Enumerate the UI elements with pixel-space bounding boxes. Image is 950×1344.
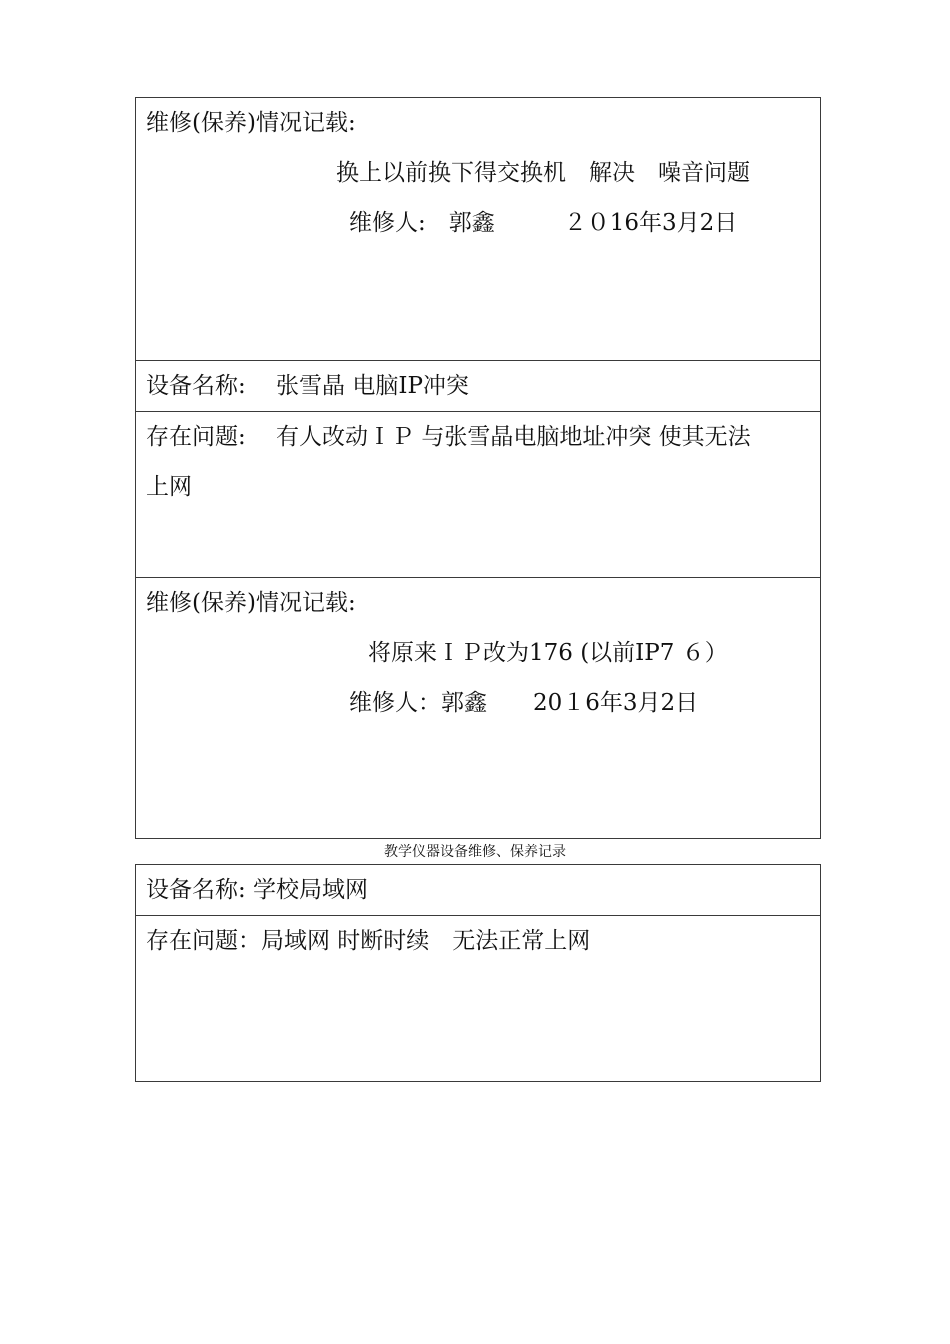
repair-record-section-2 bbox=[136, 577, 820, 838]
device-name-text: 设备名称: 学校局域网 bbox=[146, 877, 369, 903]
problem-text: 存在问题：局域网 时断时续 无法正常上网 bbox=[146, 928, 591, 954]
record-table-1 bbox=[135, 97, 821, 839]
problem-text-line-2: 上网 bbox=[146, 474, 192, 500]
repairer-signature-date: 维修人: 郭鑫 ２０16年3月2日 bbox=[349, 210, 738, 236]
repairer-signature-date: 维修人：郭鑫 20１6年3月2日 bbox=[349, 690, 699, 716]
repair-record-heading: 维修(保养)情况记载: bbox=[146, 110, 356, 136]
problem-text-line-1: 存在问题: 有人改动ＩＰ 与张雪晶电脑地址冲突 使其无法 bbox=[146, 424, 751, 450]
repair-record-content: 将原来ＩＰ改为176 (以前IP7 ６） bbox=[368, 640, 728, 666]
device-name-row bbox=[136, 360, 820, 411]
device-name-text: 设备名称: 张雪晶 电脑IP冲突 bbox=[146, 373, 469, 399]
repair-record-content: 换上以前换下得交换机 解决 噪音问题 bbox=[336, 160, 750, 186]
problem-section bbox=[136, 411, 820, 577]
page-caption: 教学仪器设备维修、保养记录 bbox=[384, 844, 566, 860]
problem-section bbox=[136, 915, 820, 1081]
repair-record-section-1 bbox=[136, 98, 820, 360]
device-name-row bbox=[136, 865, 820, 915]
record-table-2 bbox=[135, 864, 821, 1082]
repair-record-heading: 维修(保养)情况记载: bbox=[146, 590, 356, 616]
